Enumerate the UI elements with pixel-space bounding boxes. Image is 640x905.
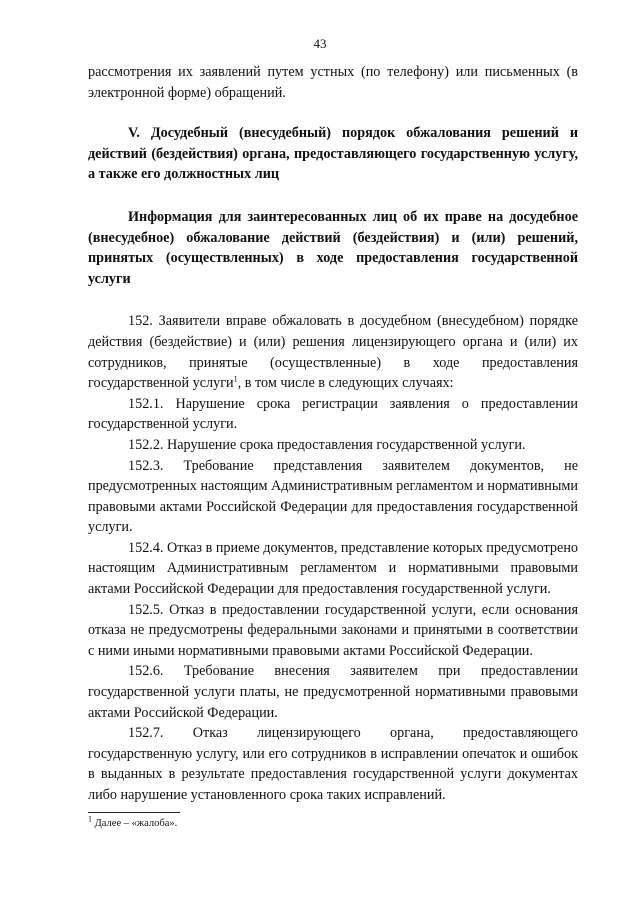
paragraph-152-text-end: , в том числе в следующих случаях: bbox=[237, 375, 454, 392]
intro-continuation-paragraph: рассмотрения их заявлений путем устных (по телефону) или письменных (в электронной форме) обращений. bbox=[88, 64, 578, 101]
section-heading: V. Досудебный (внесудебный) порядок обжалования решений и действий (бездействия) органа, предоставляющего государственную услугу, а также его должностных лиц bbox=[88, 125, 578, 183]
page-number: 43 bbox=[313, 36, 327, 51]
footnote-reference-mark: 1 bbox=[233, 374, 238, 384]
list-item-152-7: 152.7. Отказ лицензирующего органа, предоставляющего государственную услугу, или его сотрудников в исправлении опечаток и ошибок в выданных в результате предоставления государственной услуги документах либо нарушение установленного срока таких исправлений. bbox=[88, 725, 578, 803]
list-item-152-3: 152.3. Требование представления заявителем документов, не предусмотренных настоящим Административным регламентом и нормативными правовыми актами Российской Федерации для предоставления государственной услуги. bbox=[88, 457, 578, 536]
footnote-mark: 1 bbox=[88, 814, 92, 824]
list-item-152-6: 152.6. Требование внесения заявителем при предоставлении государственной услуги платы, не предусмотренной нормативными правовыми актами Российской Федерации. bbox=[88, 663, 578, 721]
paragraph-152-text: 152. Заявители вправе обжаловать в досудебном (внесудебном) порядке действия (бездействие) и (или) решения лицензирующего органа и (или) их сотрудников, принятые (осуществленные) в ходе предоставления государственной услуги bbox=[88, 313, 578, 392]
page-content bbox=[88, 62, 578, 806]
list-item-152-1: 152.1. Нарушение срока регистрации заявления о предоставлении государственной услуги. bbox=[88, 395, 578, 433]
list-item-152-4: 152.4. Отказ в приеме документов, представление которых предусмотрено настоящим Административным регламентом и нормативными правовыми актами Российской Федерации для предоставления государственной услуги. bbox=[88, 539, 579, 598]
footnote-text: Далее – «жалоба». bbox=[94, 818, 178, 829]
paragraph-152 bbox=[88, 311, 578, 393]
subheading: Информация для заинтересованных лиц об их праве на досудебное (внесудебное) обжалование действий (бездействия) и (или) решений, принятых (осуществленных) в ходе предоставления государственной услуги bbox=[88, 208, 578, 287]
list-item-152-5: 152.5. Отказ в предоставлении государственной услуги, если основания отказа не предусмотрены федеральными законами и принятыми в соответствии с ними иными нормативными правовыми актами Российской Федерации. bbox=[88, 601, 578, 659]
footnote bbox=[88, 814, 178, 831]
footnote-separator bbox=[88, 812, 180, 813]
list-item-152-2: 152.2. Нарушение срока предоставления государственной услуги. bbox=[128, 436, 526, 453]
